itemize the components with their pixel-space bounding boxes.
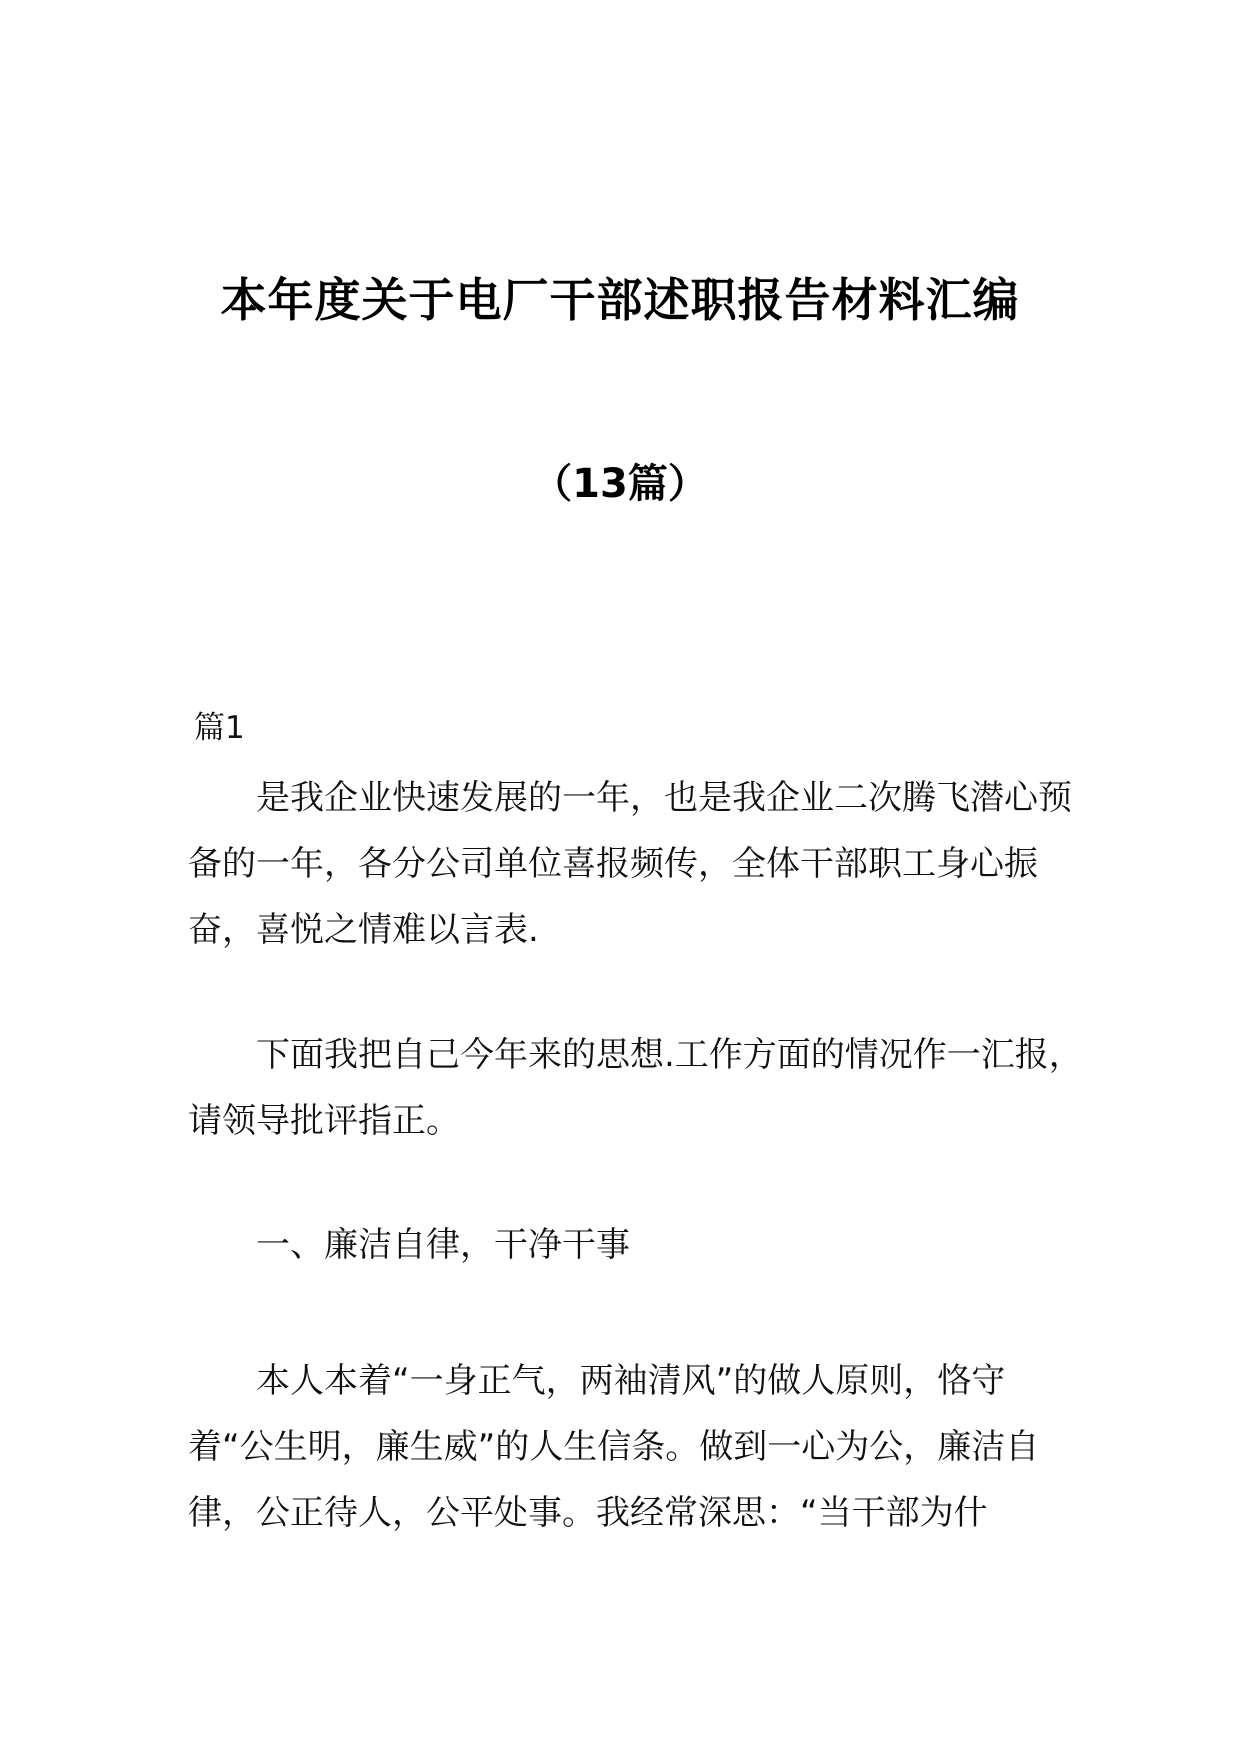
document-subtitle: （13篇） — [532, 461, 708, 507]
paragraph-2: 下面我把自己今年来的思想.工作方面的情况作一汇报，请领导批评指正。 — [188, 1035, 1083, 1141]
section-heading: 一、廉洁自律，干净干事 — [256, 1225, 630, 1265]
paragraph-1: 是我企业快速发展的一年，也是我企业二次腾飞潜心预备的一年，各分公司单位喜报频传，全体干部职工身心振奋，喜悦之情难以言表. — [188, 778, 1072, 950]
section-label: 篇1 — [194, 710, 245, 746]
paragraph-3: 本人本着“一身正气，两袖清风”的做人原则，恪守着“公生明，廉生威”的人生信条。做到一心为公，廉洁自律，公正待人，公平处事。我经常深思：“当干部为什 — [188, 1361, 1040, 1533]
document-title: 本年度关于电厂干部述职报告材料汇编 — [220, 273, 1020, 327]
